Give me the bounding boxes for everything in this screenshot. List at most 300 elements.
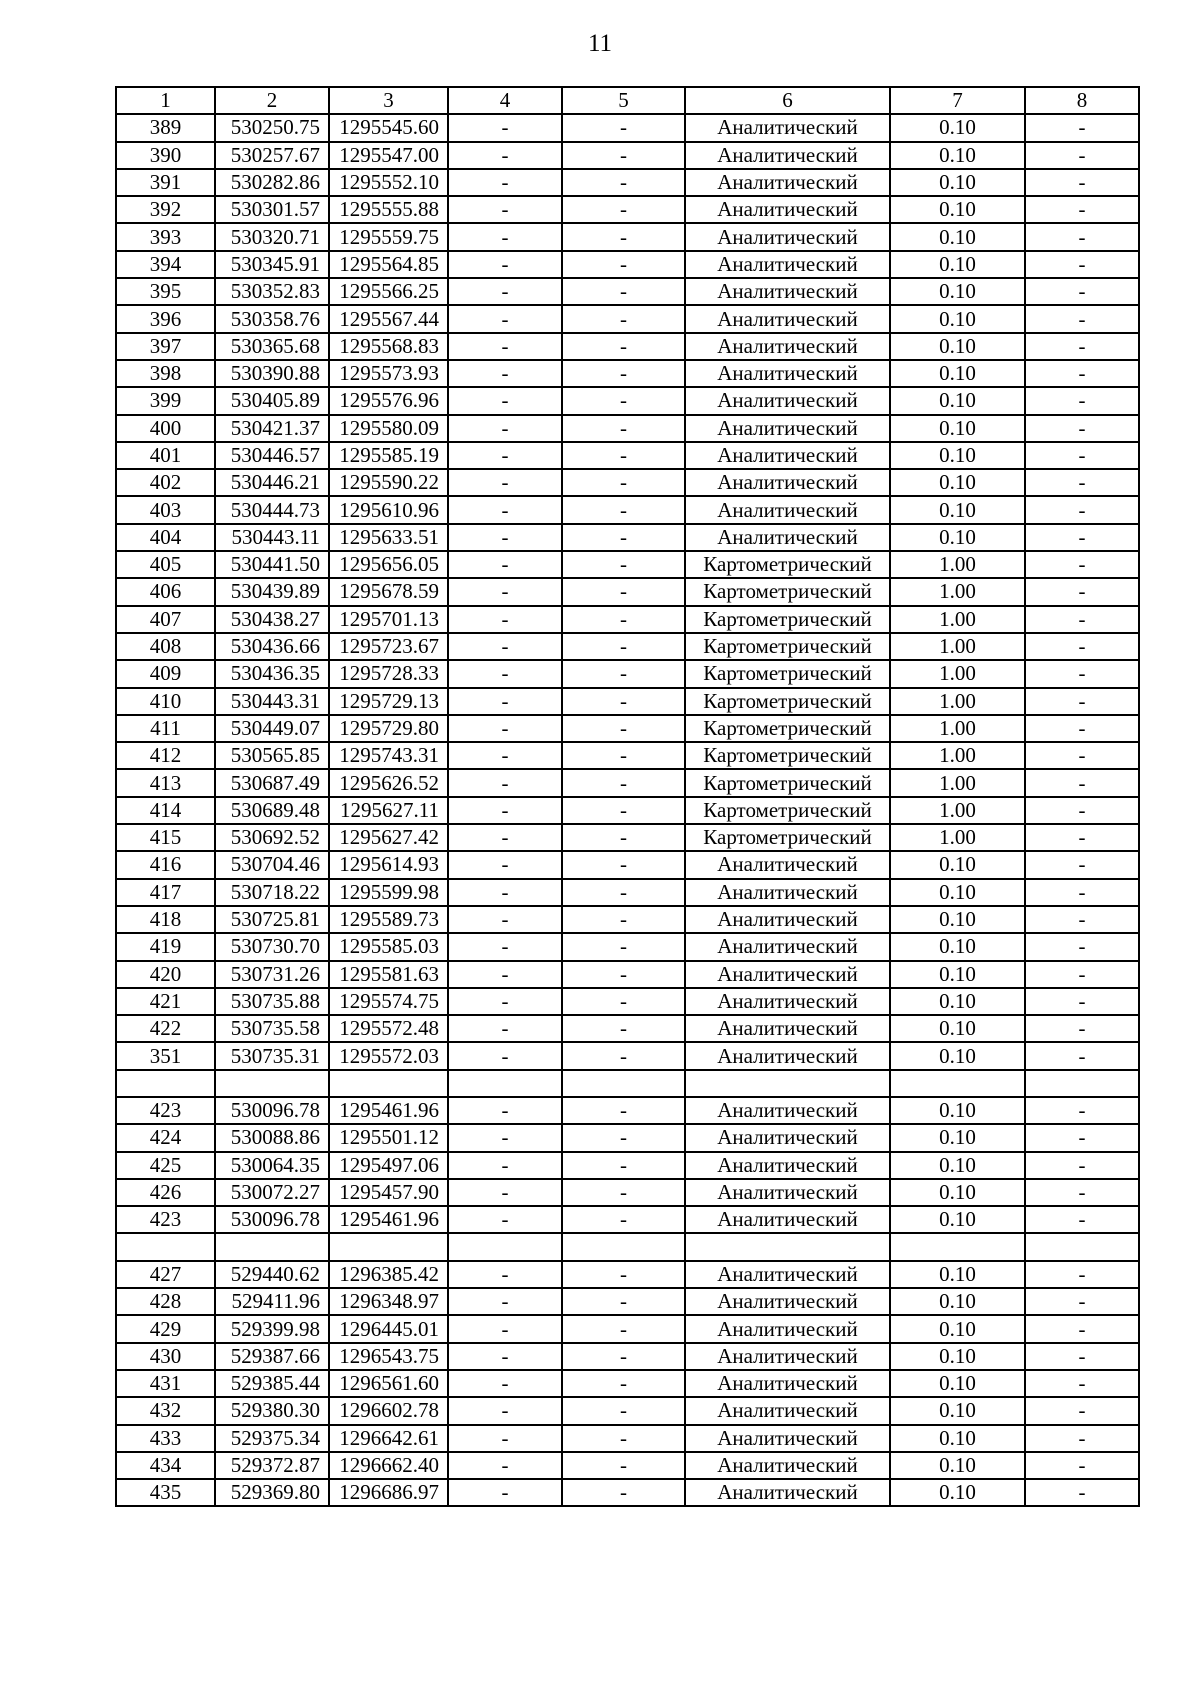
cell-y-coordinate: 1295599.98	[329, 879, 448, 906]
table-row	[116, 387, 1139, 414]
cell-method	[685, 1233, 890, 1260]
cell-col-4: -	[448, 387, 562, 414]
cell-precision: 0.10	[890, 1015, 1025, 1042]
cell-y-coordinate: 1296543.75	[329, 1343, 448, 1370]
cell-x-coordinate: 530358.76	[215, 305, 329, 332]
cell-col-5: -	[562, 578, 685, 605]
cell-point-number: 431	[116, 1370, 215, 1397]
cell-point-number: 423	[116, 1097, 215, 1124]
cell-method: Аналитический	[685, 1261, 890, 1288]
cell-col-8: -	[1025, 442, 1139, 469]
cell-point-number: 405	[116, 551, 215, 578]
cell-col-8: -	[1025, 1015, 1139, 1042]
cell-col-5: -	[562, 223, 685, 250]
cell-method: Аналитический	[685, 415, 890, 442]
cell-col-4: -	[448, 769, 562, 796]
cell-col-4: -	[448, 1397, 562, 1424]
cell-col-5: -	[562, 1124, 685, 1151]
cell-method: Аналитический	[685, 196, 890, 223]
cell-y-coordinate: 1295457.90	[329, 1179, 448, 1206]
cell-col-8: -	[1025, 988, 1139, 1015]
cell-point-number: 428	[116, 1288, 215, 1315]
table-row	[116, 415, 1139, 442]
table-row	[116, 1042, 1139, 1069]
cell-col-5: -	[562, 251, 685, 278]
cell-precision	[890, 1070, 1025, 1097]
cell-method: Аналитический	[685, 879, 890, 906]
cell-method: Аналитический	[685, 496, 890, 523]
cell-col-8: -	[1025, 1042, 1139, 1069]
cell-method: Аналитический	[685, 1042, 890, 1069]
cell-x-coordinate: 530365.68	[215, 333, 329, 360]
cell-col-5: -	[562, 1452, 685, 1479]
table-row	[116, 769, 1139, 796]
cell-col-8: -	[1025, 223, 1139, 250]
cell-x-coordinate: 530096.78	[215, 1097, 329, 1124]
cell-col-8: -	[1025, 196, 1139, 223]
cell-x-coordinate: 530441.50	[215, 551, 329, 578]
cell-col-5: -	[562, 688, 685, 715]
cell-point-number: 395	[116, 278, 215, 305]
cell-precision: 0.10	[890, 879, 1025, 906]
table-row	[116, 360, 1139, 387]
cell-method: Картометрический	[685, 715, 890, 742]
cell-method: Аналитический	[685, 1343, 890, 1370]
cell-precision: 0.10	[890, 1425, 1025, 1452]
cell-x-coordinate: 530735.58	[215, 1015, 329, 1042]
cell-y-coordinate: 1295497.06	[329, 1152, 448, 1179]
cell-col-4	[448, 1233, 562, 1260]
cell-precision: 0.10	[890, 1397, 1025, 1424]
cell-y-coordinate: 1295568.83	[329, 333, 448, 360]
cell-col-5: -	[562, 660, 685, 687]
cell-x-coordinate: 530725.81	[215, 906, 329, 933]
cell-point-number: 419	[116, 933, 215, 960]
cell-point-number: 399	[116, 387, 215, 414]
cell-point-number: 409	[116, 660, 215, 687]
cell-point-number: 433	[116, 1425, 215, 1452]
cell-y-coordinate: 1295585.03	[329, 933, 448, 960]
cell-col-8: -	[1025, 1206, 1139, 1233]
cell-point-number: 432	[116, 1397, 215, 1424]
cell-y-coordinate: 1295581.63	[329, 961, 448, 988]
cell-point-number: 416	[116, 851, 215, 878]
cell-col-8: -	[1025, 1179, 1139, 1206]
cell-method: Аналитический	[685, 1015, 890, 1042]
cell-col-8: -	[1025, 742, 1139, 769]
cell-x-coordinate: 530088.86	[215, 1124, 329, 1151]
cell-method: Аналитический	[685, 278, 890, 305]
cell-x-coordinate: 530718.22	[215, 879, 329, 906]
cell-col-8	[1025, 1070, 1139, 1097]
cell-col-5: -	[562, 851, 685, 878]
cell-col-5: -	[562, 797, 685, 824]
cell-point-number: 390	[116, 142, 215, 169]
cell-col-5: -	[562, 415, 685, 442]
cell-col-4: -	[448, 715, 562, 742]
cell-point-number: 393	[116, 223, 215, 250]
cell-x-coordinate: 530405.89	[215, 387, 329, 414]
cell-col-8: -	[1025, 169, 1139, 196]
cell-point-number: 420	[116, 961, 215, 988]
cell-col-5: -	[562, 496, 685, 523]
table-body	[116, 114, 1139, 1506]
cell-col-5: -	[562, 387, 685, 414]
cell-col-4: -	[448, 251, 562, 278]
cell-precision: 0.10	[890, 305, 1025, 332]
cell-precision: 1.00	[890, 797, 1025, 824]
cell-point-number: 425	[116, 1152, 215, 1179]
cell-x-coordinate: 530689.48	[215, 797, 329, 824]
cell-point-number: 407	[116, 606, 215, 633]
cell-col-4: -	[448, 851, 562, 878]
cell-col-4: -	[448, 879, 562, 906]
cell-y-coordinate: 1296561.60	[329, 1370, 448, 1397]
table-row	[116, 633, 1139, 660]
table-row	[116, 1315, 1139, 1342]
cell-method: Аналитический	[685, 469, 890, 496]
cell-precision: 0.10	[890, 1479, 1025, 1506]
cell-precision: 0.10	[890, 1206, 1025, 1233]
cell-point-number: 413	[116, 769, 215, 796]
cell-y-coordinate: 1296385.42	[329, 1261, 448, 1288]
cell-col-4: -	[448, 333, 562, 360]
cell-col-4: -	[448, 961, 562, 988]
cell-col-8: -	[1025, 578, 1139, 605]
cell-precision: 1.00	[890, 824, 1025, 851]
cell-col-5: -	[562, 633, 685, 660]
cell-col-8: -	[1025, 961, 1139, 988]
cell-y-coordinate: 1295626.52	[329, 769, 448, 796]
cell-col-8: -	[1025, 606, 1139, 633]
cell-col-5: -	[562, 824, 685, 851]
cell-col-5: -	[562, 1343, 685, 1370]
cell-point-number: 414	[116, 797, 215, 824]
cell-x-coordinate: 530250.75	[215, 114, 329, 141]
table-row	[116, 251, 1139, 278]
table-row	[116, 196, 1139, 223]
cell-y-coordinate: 1295564.85	[329, 251, 448, 278]
table-row	[116, 551, 1139, 578]
cell-col-5: -	[562, 715, 685, 742]
cell-point-number: 426	[116, 1179, 215, 1206]
cell-y-coordinate: 1295572.48	[329, 1015, 448, 1042]
cell-y-coordinate: 1295461.96	[329, 1097, 448, 1124]
table-row	[116, 142, 1139, 169]
cell-col-5: -	[562, 1397, 685, 1424]
cell-col-5: -	[562, 442, 685, 469]
cell-precision: 0.10	[890, 1124, 1025, 1151]
cell-method: Аналитический	[685, 524, 890, 551]
table-row	[116, 114, 1139, 141]
cell-col-5: -	[562, 1425, 685, 1452]
cell-point-number: 406	[116, 578, 215, 605]
cell-y-coordinate: 1295555.88	[329, 196, 448, 223]
cell-col-8: -	[1025, 1343, 1139, 1370]
cell-col-4: -	[448, 1124, 562, 1151]
cell-col-4: -	[448, 660, 562, 687]
table-row	[116, 851, 1139, 878]
cell-x-coordinate: 529399.98	[215, 1315, 329, 1342]
cell-method: Аналитический	[685, 360, 890, 387]
cell-precision: 0.10	[890, 1152, 1025, 1179]
cell-col-4: -	[448, 223, 562, 250]
cell-col-5: -	[562, 1315, 685, 1342]
cell-point-number: 424	[116, 1124, 215, 1151]
cell-col-8: -	[1025, 360, 1139, 387]
cell-precision	[890, 1233, 1025, 1260]
cell-precision: 1.00	[890, 769, 1025, 796]
cell-col-4: -	[448, 1288, 562, 1315]
cell-y-coordinate: 1295576.96	[329, 387, 448, 414]
cell-x-coordinate: 529380.30	[215, 1397, 329, 1424]
cell-y-coordinate: 1295610.96	[329, 496, 448, 523]
cell-y-coordinate: 1296348.97	[329, 1288, 448, 1315]
cell-col-4: -	[448, 551, 562, 578]
cell-x-coordinate: 530436.35	[215, 660, 329, 687]
cell-col-4: -	[448, 142, 562, 169]
table-row	[116, 1343, 1139, 1370]
cell-method: Картометрический	[685, 797, 890, 824]
cell-x-coordinate: 530352.83	[215, 278, 329, 305]
cell-point-number: 389	[116, 114, 215, 141]
cell-point-number: 394	[116, 251, 215, 278]
cell-x-coordinate: 530449.07	[215, 715, 329, 742]
cell-method: Картометрический	[685, 606, 890, 633]
table-row	[116, 988, 1139, 1015]
cell-col-8: -	[1025, 1124, 1139, 1151]
cell-precision: 0.10	[890, 442, 1025, 469]
cell-point-number: 421	[116, 988, 215, 1015]
cell-y-coordinate: 1295627.11	[329, 797, 448, 824]
cell-y-coordinate: 1295627.42	[329, 824, 448, 851]
cell-method: Аналитический	[685, 1397, 890, 1424]
cell-col-4: -	[448, 1152, 562, 1179]
cell-col-8: -	[1025, 333, 1139, 360]
cell-col-4: -	[448, 169, 562, 196]
cell-y-coordinate: 1296445.01	[329, 1315, 448, 1342]
cell-col-8: -	[1025, 251, 1139, 278]
table-row	[116, 797, 1139, 824]
cell-method: Аналитический	[685, 142, 890, 169]
cell-x-coordinate: 529387.66	[215, 1343, 329, 1370]
header-row	[116, 87, 1139, 114]
cell-point-number: 434	[116, 1452, 215, 1479]
cell-col-4: -	[448, 1015, 562, 1042]
cell-col-4: -	[448, 415, 562, 442]
cell-col-5: -	[562, 469, 685, 496]
cell-y-coordinate: 1295545.60	[329, 114, 448, 141]
cell-y-coordinate: 1295728.33	[329, 660, 448, 687]
cell-precision: 0.10	[890, 1370, 1025, 1397]
cell-point-number: 400	[116, 415, 215, 442]
cell-col-4: -	[448, 1315, 562, 1342]
cell-method: Аналитический	[685, 1152, 890, 1179]
cell-method: Аналитический	[685, 1452, 890, 1479]
cell-col-4: -	[448, 1425, 562, 1452]
table-row	[116, 688, 1139, 715]
cell-method: Аналитический	[685, 333, 890, 360]
cell-x-coordinate: 530257.67	[215, 142, 329, 169]
cell-col-4: -	[448, 578, 562, 605]
cell-col-4: -	[448, 1479, 562, 1506]
cell-col-4: -	[448, 1452, 562, 1479]
cell-col-8: -	[1025, 551, 1139, 578]
cell-method: Картометрический	[685, 578, 890, 605]
cell-col-4: -	[448, 906, 562, 933]
cell-precision: 1.00	[890, 578, 1025, 605]
cell-x-coordinate: 530446.21	[215, 469, 329, 496]
cell-point-number: 423	[116, 1206, 215, 1233]
cell-x-coordinate: 530565.85	[215, 742, 329, 769]
table-row	[116, 223, 1139, 250]
table-row	[116, 442, 1139, 469]
cell-precision: 0.10	[890, 1097, 1025, 1124]
cell-col-4: -	[448, 1179, 562, 1206]
cell-col-5: -	[562, 333, 685, 360]
cell-col-5: -	[562, 988, 685, 1015]
cell-method: Картометрический	[685, 551, 890, 578]
cell-col-4: -	[448, 1206, 562, 1233]
cell-precision: 0.10	[890, 469, 1025, 496]
cell-precision: 0.10	[890, 906, 1025, 933]
cell-y-coordinate: 1295633.51	[329, 524, 448, 551]
cell-col-4: -	[448, 1042, 562, 1069]
cell-col-5: -	[562, 196, 685, 223]
cell-point-number: 430	[116, 1343, 215, 1370]
column-header-7: 7	[890, 87, 1025, 114]
cell-method: Картометрический	[685, 688, 890, 715]
table-row	[116, 742, 1139, 769]
cell-method: Аналитический	[685, 1179, 890, 1206]
cell-method: Картометрический	[685, 660, 890, 687]
cell-precision: 0.10	[890, 496, 1025, 523]
cell-precision: 0.10	[890, 415, 1025, 442]
cell-method: Аналитический	[685, 223, 890, 250]
cell-precision: 0.10	[890, 1315, 1025, 1342]
table-row	[116, 1288, 1139, 1315]
cell-col-8: -	[1025, 305, 1139, 332]
cell-col-5: -	[562, 1261, 685, 1288]
cell-col-8: -	[1025, 1397, 1139, 1424]
cell-method	[685, 1070, 890, 1097]
cell-point-number: 401	[116, 442, 215, 469]
cell-col-4: -	[448, 1370, 562, 1397]
cell-col-8: -	[1025, 387, 1139, 414]
cell-precision: 0.10	[890, 1179, 1025, 1206]
cell-col-4: -	[448, 442, 562, 469]
cell-col-5: -	[562, 1152, 685, 1179]
cell-col-8: -	[1025, 851, 1139, 878]
cell-col-5: -	[562, 551, 685, 578]
cell-x-coordinate: 530301.57	[215, 196, 329, 223]
table-row	[116, 1124, 1139, 1151]
cell-y-coordinate: 1295678.59	[329, 578, 448, 605]
cell-y-coordinate: 1295614.93	[329, 851, 448, 878]
cell-x-coordinate: 530390.88	[215, 360, 329, 387]
cell-x-coordinate: 530421.37	[215, 415, 329, 442]
cell-y-coordinate: 1295552.10	[329, 169, 448, 196]
cell-x-coordinate: 530439.89	[215, 578, 329, 605]
cell-x-coordinate: 530704.46	[215, 851, 329, 878]
cell-x-coordinate: 530438.27	[215, 606, 329, 633]
cell-method: Аналитический	[685, 251, 890, 278]
cell-col-8: -	[1025, 469, 1139, 496]
cell-method: Аналитический	[685, 851, 890, 878]
cell-col-8: -	[1025, 1097, 1139, 1124]
column-header-3: 3	[329, 87, 448, 114]
cell-y-coordinate: 1295580.09	[329, 415, 448, 442]
cell-col-5: -	[562, 1479, 685, 1506]
cell-y-coordinate: 1295567.44	[329, 305, 448, 332]
table-row	[116, 1179, 1139, 1206]
cell-method: Аналитический	[685, 387, 890, 414]
cell-col-4	[448, 1070, 562, 1097]
cell-x-coordinate: 529411.96	[215, 1288, 329, 1315]
cell-point-number: 396	[116, 305, 215, 332]
cell-x-coordinate: 530282.86	[215, 169, 329, 196]
table-row	[116, 1397, 1139, 1424]
cell-method: Аналитический	[685, 1206, 890, 1233]
cell-col-8: -	[1025, 933, 1139, 960]
cell-y-coordinate: 1295729.13	[329, 688, 448, 715]
cell-method: Аналитический	[685, 961, 890, 988]
cell-col-5: -	[562, 305, 685, 332]
cell-precision: 0.10	[890, 223, 1025, 250]
cell-col-8: -	[1025, 1152, 1139, 1179]
cell-point-number: 415	[116, 824, 215, 851]
column-header-2: 2	[215, 87, 329, 114]
cell-point-number: 422	[116, 1015, 215, 1042]
cell-col-5: -	[562, 606, 685, 633]
cell-point-number: 427	[116, 1261, 215, 1288]
cell-x-coordinate: 529375.34	[215, 1425, 329, 1452]
cell-method: Аналитический	[685, 1124, 890, 1151]
table-row	[116, 879, 1139, 906]
cell-point-number: 412	[116, 742, 215, 769]
cell-col-5: -	[562, 879, 685, 906]
cell-x-coordinate: 530687.49	[215, 769, 329, 796]
cell-precision: 0.10	[890, 524, 1025, 551]
cell-x-coordinate: 530064.35	[215, 1152, 329, 1179]
cell-point-number: 391	[116, 169, 215, 196]
cell-precision: 0.10	[890, 169, 1025, 196]
cell-col-5: -	[562, 278, 685, 305]
cell-precision: 0.10	[890, 142, 1025, 169]
cell-precision: 0.10	[890, 278, 1025, 305]
cell-col-4: -	[448, 496, 562, 523]
cell-col-5: -	[562, 1288, 685, 1315]
cell-col-4: -	[448, 742, 562, 769]
cell-point-number	[116, 1233, 215, 1260]
cell-col-8: -	[1025, 633, 1139, 660]
cell-col-8	[1025, 1233, 1139, 1260]
cell-precision: 0.10	[890, 1452, 1025, 1479]
cell-col-8: -	[1025, 1370, 1139, 1397]
cell-col-8: -	[1025, 769, 1139, 796]
cell-col-8: -	[1025, 906, 1139, 933]
cell-x-coordinate: 530436.66	[215, 633, 329, 660]
cell-y-coordinate: 1296642.61	[329, 1425, 448, 1452]
cell-x-coordinate	[215, 1233, 329, 1260]
table-row	[116, 1152, 1139, 1179]
cell-col-4: -	[448, 196, 562, 223]
table-row	[116, 333, 1139, 360]
cell-col-8: -	[1025, 1315, 1139, 1342]
cell-col-4: -	[448, 524, 562, 551]
cell-col-5	[562, 1233, 685, 1260]
table-row	[116, 1452, 1139, 1479]
